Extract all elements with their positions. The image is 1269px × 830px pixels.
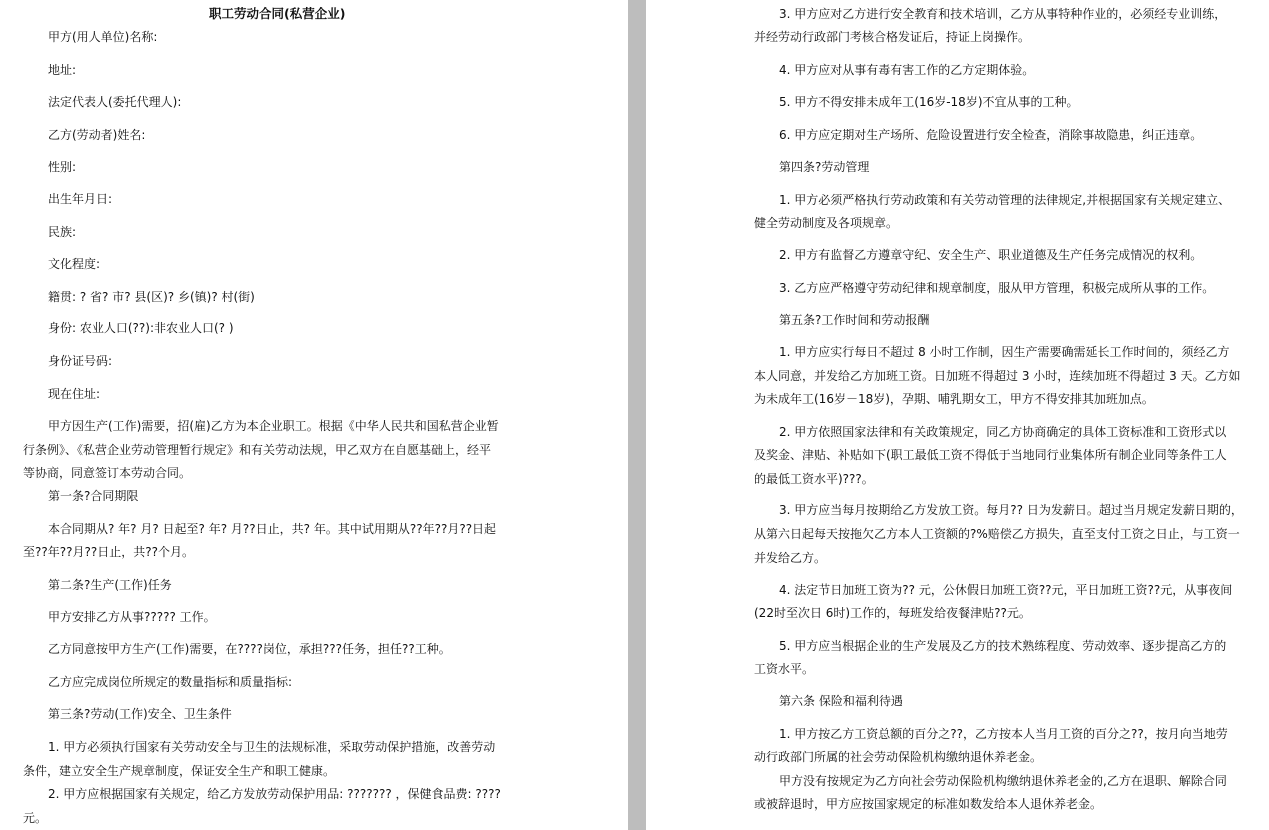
paragraph-line: 1. 甲方必须严格执行劳动政策和有关劳动管理的法律规定,并根据国家有关规定建立、 [779, 193, 1231, 207]
paragraph-line: 2. 甲方应根据国家有关规定，给乙方发放劳动保护用品: ??????? ，保健食品费: ???? [48, 787, 501, 801]
paragraph-line: 工资水平。 [754, 662, 815, 676]
section-heading: 第五条?工作时间和劳动报酬 [779, 313, 930, 327]
section-heading: 第一条?合同期限 [48, 489, 139, 503]
section-heading: 第三条?劳动(工作)安全、卫生条件 [48, 707, 232, 721]
party-b-name: 乙方(劳动者)姓名: [48, 128, 146, 142]
legal-representative: 法定代表人(委托代理人): [48, 95, 182, 109]
paragraph-line: 甲方因生产(工作)需要，招(雇)乙方为本企业职工。根据《中华人民共和国私营企业暂 [48, 419, 499, 433]
gender: 性别: [48, 160, 77, 174]
document-title: 职工劳动合同(私营企业) [209, 6, 346, 21]
paragraph-line: 乙方同意按甲方生产(工作)需要，在????岗位，承担???任务，担任??工种。 [48, 642, 451, 656]
birth-date: 出生年月日: [48, 192, 113, 206]
paragraph-line: 3. 乙方应严格遵守劳动纪律和规章制度，服从甲方管理，积极完成所从事的工作。 [779, 281, 1215, 295]
id-number: 身份证号码: [48, 354, 113, 368]
paragraph-line: 1. 甲方必须执行国家有关劳动安全与卫生的法规标准，采取劳动保护措施，改善劳动 [48, 740, 496, 754]
paragraph-line: 甲方安排乙方从事????? 工作。 [48, 610, 216, 624]
paragraph-line: 本合同期从? 年? 月? 日起至? 年? 月??日止，共? 年。其中试用期从??年??月??日起 [48, 522, 497, 536]
paragraph-line: 5. 甲方不得安排未成年工(16岁-18岁)不宜从事的工种。 [779, 95, 1079, 109]
paragraph-line: 本人同意，并发给乙方加班工资。日加班不得超过 3 小时，连续加班不得超过 3 天。乙方如 [754, 369, 1241, 383]
paragraph-line: 2. 甲方依照国家法律和有关政策规定，同乙方协商确定的具体工资标准和工资形式以 [779, 425, 1227, 439]
paragraph-line: 为未成年工(16岁－18岁)，孕期、哺乳期女工，甲方不得安排其加班加点。 [754, 392, 1154, 406]
paragraph-line: 健全劳动制度及各项规章。 [754, 216, 899, 230]
paragraph-line: 从第六日起每天按拖欠乙方本人工资额的?%赔偿乙方损失，直至支付工资之日止，与工资一 [754, 527, 1240, 541]
paragraph-line: 1. 甲方应实行每日不超过 8 小时工作制，因生产需要确需延长工作时间的，须经乙方 [779, 345, 1230, 359]
paragraph-line: 元。 [23, 811, 48, 825]
paragraph-line: 或被辞退时，甲方应按国家规定的标准如数发给本人退休养老金。 [754, 797, 1103, 811]
paragraph-line: 动行政部门所属的社会劳动保险机构缴纳退休养老金。 [754, 750, 1043, 764]
paragraph-line: 乙方应完成岗位所规定的数量指标和质量指标: [48, 675, 293, 689]
paragraph-line: 4. 法定节日加班工资为?? 元，公休假日加班工资??元，平日加班工资??元，从事夜间 [779, 583, 1233, 597]
page-gutter [628, 0, 646, 830]
party-a-name: 甲方(用人单位)名称: [48, 30, 158, 44]
paragraph-line: 6. 甲方应定期对生产场所、危险设置进行安全检查，消除事故隐患，纠正违章。 [779, 128, 1203, 142]
paragraph-line: 及奖金、津贴、补贴如下(职工最低工资不得低于当地同行业集体所有制企业同等条件工人 [754, 448, 1227, 462]
native-place: 籍贯: ? 省? 市? 县(区)? 乡(镇)? 村(街) [48, 290, 255, 304]
paragraph-line: 3. 甲方应对乙方进行安全教育和技术培训，乙方从事特种作业的，必须经专业训练， [779, 7, 1227, 21]
identity: 身份: 农业人口(??):非农业人口(? ) [48, 321, 234, 335]
paragraph-line: 1. 甲方按乙方工资总额的百分之??，乙方按本人当月工资的百分之??，按月向当地劳 [779, 727, 1228, 741]
current-address: 现在住址: [48, 387, 101, 401]
paragraph-line: 条件，建立安全生产规章制度，保证安全生产和职工健康。 [23, 764, 336, 778]
paragraph-line: 5. 甲方应当根据企业的生产发展及乙方的技术熟练程度、劳动效率、逐步提高乙方的 [779, 639, 1227, 653]
paragraph-line: 4. 甲方应对从事有毒有害工作的乙方定期体验。 [779, 63, 1035, 77]
paragraph-line: 3. 甲方应当每月按期给乙方发放工资。每月?? 日为发薪日。超过当月规定发薪日期的， [779, 503, 1243, 517]
paragraph-line: 至??年??月??日止，共??个月。 [23, 545, 194, 559]
education: 文化程度: [48, 257, 101, 271]
section-heading: 第二条?生产(工作)任务 [48, 578, 172, 592]
paragraph-line: 的最低工资水平)???。 [754, 472, 874, 486]
paragraph-line: 并发给乙方。 [754, 551, 827, 565]
document-page-left [0, 0, 628, 830]
paragraph-line: 等协商，同意签订本劳动合同。 [23, 466, 192, 480]
paragraph-line: 2. 甲方有监督乙方遵章守纪、安全生产、职业道德及生产任务完成情况的权利。 [779, 248, 1203, 262]
address: 地址: [48, 63, 77, 77]
paragraph-line: 行条例》、《私营企业劳动管理暂行规定》和有关劳动法规，甲乙双方在自愿基础上，经平 [23, 443, 492, 457]
paragraph-line: (22时至次日 6时)工作的，每班发给夜餐津贴??元。 [754, 606, 1031, 620]
section-heading: 第四条?劳动管理 [779, 160, 870, 174]
paragraph-line: 并经劳动行政部门考核合格发证后，持证上岗操作。 [754, 30, 1031, 44]
paragraph-line: 甲方没有按规定为乙方向社会劳动保险机构缴纳退休养老金的,乙方在退职、解除合同 [779, 774, 1227, 788]
section-heading: 第六条 保险和福利待遇 [779, 694, 903, 708]
ethnicity: 民族: [48, 225, 77, 239]
document-page-right [646, 0, 1269, 830]
